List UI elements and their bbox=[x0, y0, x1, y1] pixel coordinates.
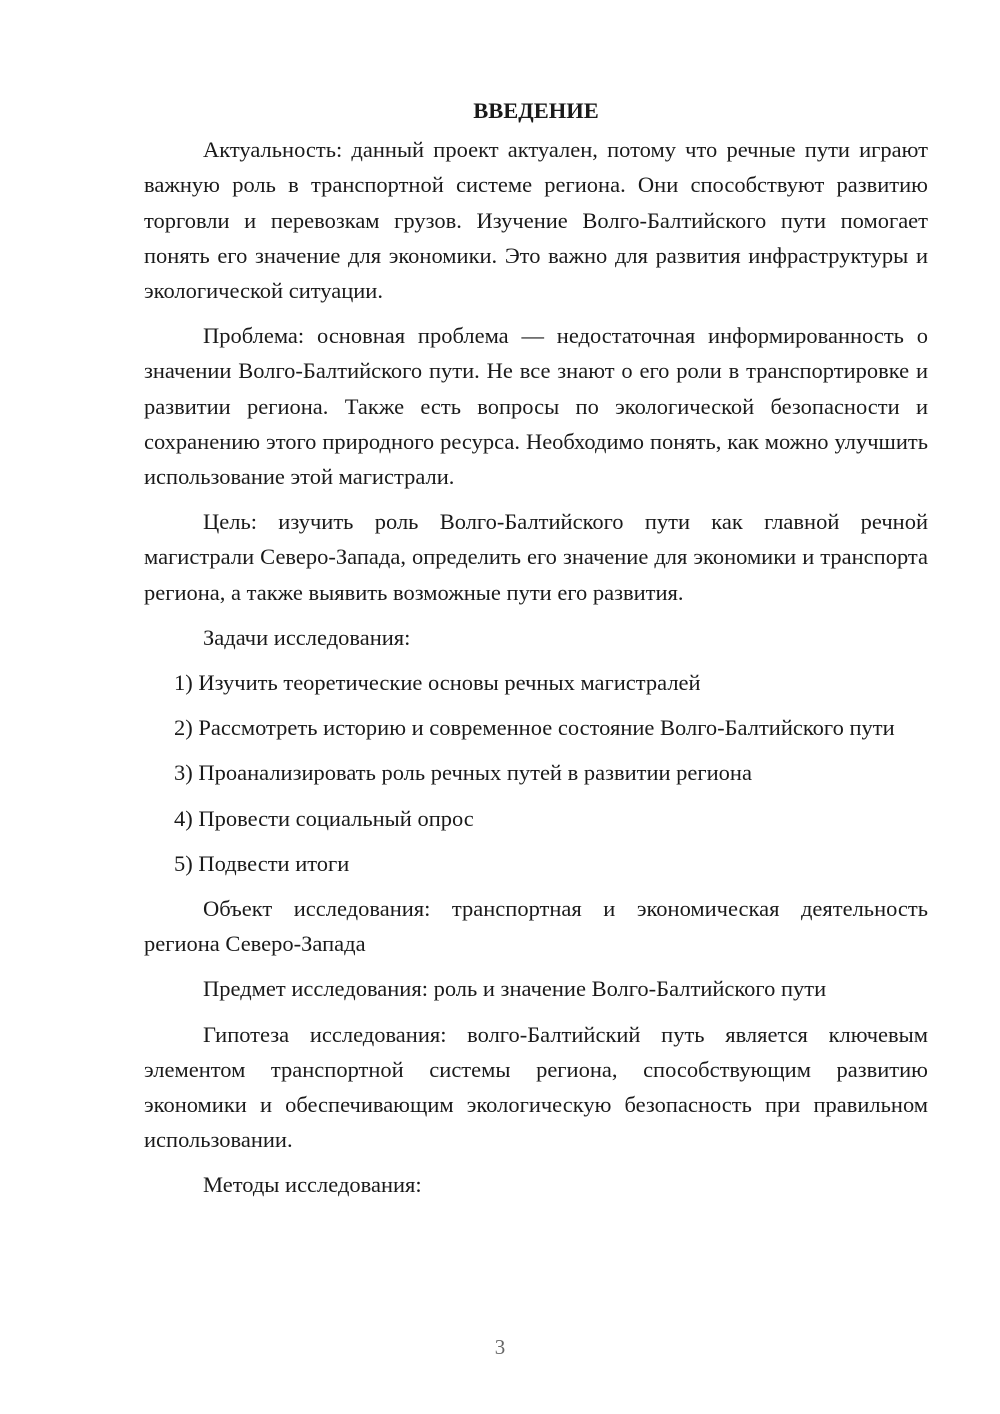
task-item: 2) Рассмотреть историю и современное состояние Волго-Балтийского пути bbox=[174, 715, 895, 741]
tasks-heading: Задачи исследования: bbox=[203, 624, 411, 650]
task-item: 5) Подвести итоги bbox=[174, 850, 350, 876]
task-item: 3) Проанализировать роль речных путей в развитии региона bbox=[174, 760, 752, 786]
object-paragraph: Объект исследования: транспортная и экономическая деятельность региона Северо-Запада bbox=[144, 896, 928, 957]
relevance-paragraph: Актуальность: данный проект актуален, потому что речные пути играют важную роль в транспортной системе региона. Они способствуют развитию торговли и перевозкам грузов. Изучение Волго-Балтийского пути помогает понять его значение для экономики. Это важно для развития инфраструктуры и экологической ситуации. bbox=[144, 137, 928, 304]
tasks-list bbox=[144, 665, 928, 881]
methods-heading: Методы исследования: bbox=[203, 1172, 422, 1198]
problem-paragraph: Проблема: основная проблема — недостаточная информированность о значении Волго-Балтийского пути. Не все знают о его роли в транспортировке и развитии региона. Также есть вопросы по экологической безопасности и сохранению этого природного ресурса. Необходимо понять, как можно улучшить использование этой магистрали. bbox=[144, 323, 928, 490]
subject-paragraph: Предмет исследования: роль и значение Волго-Балтийского пути bbox=[203, 976, 827, 1002]
page-title: ВВЕДЕНИЕ bbox=[473, 98, 599, 123]
page-number: 3 bbox=[494, 1335, 506, 1359]
hypothesis-paragraph: Гипотеза исследования: волго-Балтийский путь является ключевым элементом транспортной системы региона, способствующим развитию экономики и обеспечивающим экологическую безопасность при правильном использовании. bbox=[144, 1021, 928, 1153]
page-content bbox=[144, 93, 928, 1213]
goal-paragraph: Цель: изучить роль Волго-Балтийского пути как главной речной магистрали Северо-Запада, определить его значение для экономики и транспорта региона, а также выявить возможные пути его развития. bbox=[144, 509, 928, 605]
task-item: 1) Изучить теоретические основы речных магистралей bbox=[174, 670, 701, 696]
task-item: 4) Провести социальный опрос bbox=[174, 805, 474, 831]
